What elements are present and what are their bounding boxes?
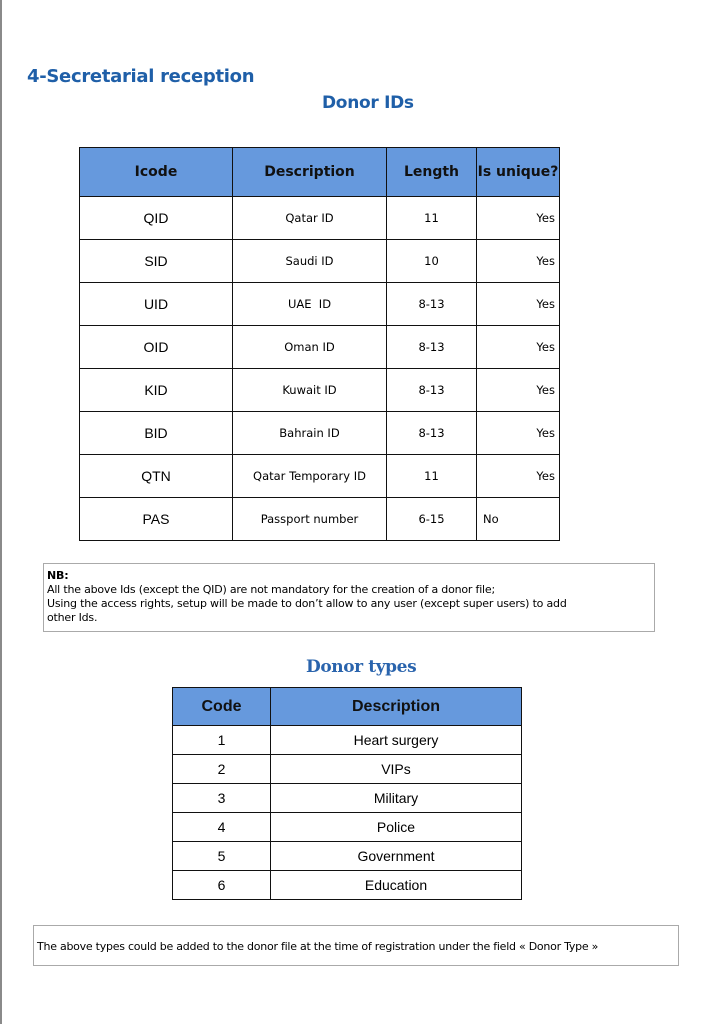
header-description: Description [233,148,387,197]
cell-code: OID [80,326,233,369]
donor-type-note-text: The above types could be added to the donor file at the time of registration under the field « Donor Type » [37,940,599,953]
header-length: Length [387,148,477,197]
nb-label: NB: [47,569,69,582]
table-row [173,871,522,900]
cell-code: PAS [80,498,233,541]
table-row [80,197,560,240]
donor-type-note-box [33,925,679,966]
cell-length: 11 [387,455,477,498]
cell-unique: Yes [477,197,560,240]
table-row [80,412,560,455]
table-row [80,455,560,498]
cell-code: QTN [80,455,233,498]
nb-note-box [43,563,655,632]
header-is-unique: Is unique? [477,148,560,197]
cell-description: Passport number [233,498,387,541]
cell-code: 4 [173,813,271,842]
section-title: 4-Secretarial reception [27,66,255,87]
cell-description: VIPs [271,755,522,784]
header-description: Description [271,688,522,726]
cell-unique: Yes [477,412,560,455]
cell-length: 10 [387,240,477,283]
donor-types-title: Donor types [306,657,417,677]
cell-code: 5 [173,842,271,871]
cell-description: Heart surgery [271,726,522,755]
cell-code: 6 [173,871,271,900]
cell-description: Qatar Temporary ID [233,455,387,498]
cell-length: 6-15 [387,498,477,541]
cell-unique: Yes [477,283,560,326]
cell-code: UID [80,283,233,326]
cell-description: Government [271,842,522,871]
page-edge [0,0,2,1024]
cell-code: KID [80,369,233,412]
cell-description: Qatar ID [233,197,387,240]
table-row [173,755,522,784]
donor-ids-table [79,147,560,541]
cell-unique: No [477,498,560,541]
cell-length: 11 [387,197,477,240]
cell-unique: Yes [477,326,560,369]
cell-code: 2 [173,755,271,784]
table-row [80,498,560,541]
header-icode: Icode [80,148,233,197]
table-row [80,283,560,326]
nb-line: other Ids. [47,611,98,624]
table-row [173,813,522,842]
cell-unique: Yes [477,455,560,498]
cell-description: Police [271,813,522,842]
cell-length: 8-13 [387,326,477,369]
cell-code: QID [80,197,233,240]
cell-description: Military [271,784,522,813]
cell-description: Bahrain ID [233,412,387,455]
cell-code: 3 [173,784,271,813]
donor-types-table [172,687,522,900]
table-row [80,240,560,283]
nb-line: Using the access rights, setup will be made to don’t allow to any user (except super users) to add [47,597,567,610]
cell-length: 8-13 [387,283,477,326]
cell-length: 8-13 [387,369,477,412]
cell-description: Kuwait ID [233,369,387,412]
cell-unique: Yes [477,240,560,283]
table-row [173,842,522,871]
cell-length: 8-13 [387,412,477,455]
cell-description: UAE ID [233,283,387,326]
table-header-row [173,688,522,726]
cell-unique: Yes [477,369,560,412]
cell-code: 1 [173,726,271,755]
table-row [173,726,522,755]
table-header-row [80,148,560,197]
cell-description: Education [271,871,522,900]
cell-description: Saudi ID [233,240,387,283]
donor-ids-title: Donor IDs [322,93,414,113]
cell-description: Oman ID [233,326,387,369]
table-row [80,326,560,369]
nb-line: All the above Ids (except the QID) are not mandatory for the creation of a donor file; [47,583,495,596]
table-row [80,369,560,412]
header-code: Code [173,688,271,726]
cell-code: SID [80,240,233,283]
table-row [173,784,522,813]
cell-code: BID [80,412,233,455]
